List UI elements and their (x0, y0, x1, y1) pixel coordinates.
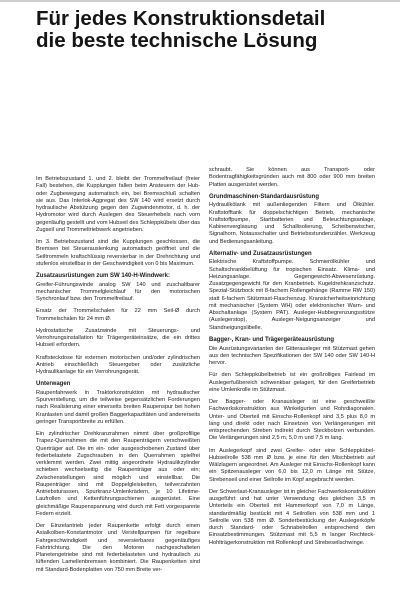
paragraph: Elektrische Kraftstoffpumpe. Schmierölkühler und Schaltschrankbelüftung für tropischen Einsatz. Klima- und Heizungsanlage. Gegengewicht-Abwesenrüstung. Zusatzgegengewicht für den Kranbetrieb. Kugeldrehkranzschutz. Spezial-Stützbock mit 8-fachem Rollengehänge (Ramme RW 150) statt 6-fachem Stützmast-Flaschenzug. Kransicherheitseinrichtung mit mechanischer (System WH) oder elektronischer Warn- und Abschaltanlage (System PAT). Ausleger-Hubbegrenzungsstütze (Auslegerstop), Ausleger-Neigungsanzeiger und Standneigungslibelle. (209, 259, 375, 331)
paragraph: Der Schwerlast-Kranausleger ist in gleicher Fachwerkskonstruktion ausgeführt und hat unter Verwendung des gleichen 3,5 m Unterteils ein Oberteil mit Hammerkopf von 7,0 m Länge, standardmäßig bestückt mit 4 Seilrollen von 538 mm und 1 Seilrolle von 538 mm Ø. Sonderbestückung der Auslegerköpfe durch Standard- oder Schnabelrollen entsprechend den Einsatzbestimmungen. Stützmast mit 5,5 m langer Rechteck-Hohlträgerkonstruktion mit Rollenkopf und Strebeseilschwinge. (209, 488, 376, 546)
blank-image-area (0, 62, 400, 158)
paragraph: Im Auslegerkopf sind zwei Greifer- oder eine Schleppkübel-Hubseilrolle 538 mm Ø bzw. je eine für den Mischbetrieb auf Wälzlagern angeordnet. Am Ausleger mit Einschs-Rollenkopf kann ein Spitzenausleger von 6,0 bis 12,0 m Länge mit Stütze, Strebenseil und einer Seilrolle im Kopf angebracht werden. (209, 447, 375, 483)
paragraph: Im 3. Betriebszustand sind die Kupplungen geschlossen, die Bremsen bei Steuerauslenkung automatisch geöffnet und die Seiltrommeln kraftschlüssig reversierbar in der Drehrichtung und stufenlos einstellbar in der Geschwindigkeit von 0 bis Maximum. (36, 239, 200, 267)
paragraph: Die Ausrüstungsvarianten der Gitterausleger mit Stützmast gehen aus den technischen Spezifikationen der SW 140 oder SW 140-H hervor. (209, 345, 375, 367)
paragraph: Ersatz der Trommelschalen für 22 mm Seil-Ø durch Trommelschalen für 24 mm Ø. (36, 308, 200, 322)
paragraph: Greifer-Führungswinde analog SW 140 und zuschaltbarer mechanischer Trommelgleichlauf für den motorischen Synchronlauf bzw. den Trommelfreilauf. (36, 281, 200, 303)
section-heading: Zusatzausrüstungen zum SW 140-H-Windwerk: (36, 273, 170, 279)
paragraph: Im Betriebszustand 1. und 2. bleibt der Trommelfreilauf (freier Fall) bestehen, die Kupplungen fallen beim Ansteuern der Hub- oder Zugbewegung automatisch ein, bei Bremsschluß schalten sie aus. Das Interlok-Aggregat des SW 140 wird ersetzt durch hydraulische Abstützung gegen den Zugwindenmotor, d. h. der Hydromotor wird durch Auslegen des Steuerhebels nach vorn gegenläufig gestellt und vom Hubseil des Schleppkübels über das Zugseil und Trommeltriebwerk angetrieben. (36, 176, 200, 233)
section-heading: Unterwagen (36, 381, 71, 388)
page-headline (36, 8, 376, 52)
paragraph: Raupenfahrwerk in Traktorkonstruktion mit hydraulischer Spurverstellung, um die teilweise gegensätzlichen Forderungen nach Realisierung einer einerseits breiten Raupenspur bei hohen Kranlasten und damit großen Baggerkapazitäten und andererseits geringer Transportbreite zu erfüllen. (36, 389, 200, 425)
paragraph: schraubt. Sie können aus Transport- oder Bodentragfähigkeitsgründen auch mit 800 oder 900 mm breiten Platten ausgerüstet werden. (209, 167, 375, 188)
paragraph: Ein zylindrischer Drehkranzrahmen nimmt über großprofilige Trapez-Querrahmen die mit den Raupenträgern verschweißten Querträger auf. Die im ein- oder ausgeschobenen Zustand über federbelastete Zugschrauben in den Querrahmen spielfrei verklemmt werden. Zwei mittig angeordnete Hydraulikzylinder schieben wechselseitig die Raupenträger aus oder ein; Zwischenstellungen sind möglich und einstellbar. Die Raupenträger sind mit Doppelgleisketten, teilverzahnten Antriebsturassen, Spurkranz-Umlenkrädern, je 10 Lifetime-Laufrollen und Kettenführungsschienen ausgerüstet. Eine gleichmäßige Raupenspannung wird durch mit Fett vorgespannte Federn erzielt. (36, 431, 200, 517)
right-column (209, 167, 375, 552)
paragraph: Hydraulikölank mit außenliegenden Filtern und Ölkühler. Kraftstofftank für doppelschichtigen Betrieb, mechanische Kraftstoffpumpe, Startbatterien und Beleuchtungsanlage, Kabinenverglasung und Schallisolierung, Scheibenwischer, Signalhorn, Notausschalter und Betriebsstundenzähler. Werkzeug und Bedienungsanleitung. (209, 202, 375, 245)
section-heading: Bagger-, Kran- und Trägergeräteausrüstung (209, 336, 335, 343)
paragraph: Der Einzelantrieb jeder Raupenkette erfolgt durch einen Axialkolben-Konstantmotor und Verstellpumpen für regelbare Fahrgeschwindigkeit und reversierbares gegenläufiges Fahrtrichtung. Die den Motoren nachgeschalteten Planetengetriebe sind mit federbelasteten und hydraulisch zu lüftenden Lamellenbremsen kombiniert. Die Raupenketten sind mit Standard-Bodenplatten von 750 mm Breite ver- (36, 523, 200, 573)
headline-line-1: Für jedes Konstruktionsdetail (36, 7, 326, 30)
paragraph: Kraftsteckdose für externen motorischen und/oder zylindrischen Antrieb einschließlich Steuergeber oder zusätzliche Hydraulikanlage für ein Verrohrungsgerät. (36, 354, 200, 376)
paragraph: Für den Schleppkübelbetrieb ist ein großrolliges Fairlead im Auslegerfußbereich schwenkbar gelagert, für den Greiferbetrieb eine Umlenkrolle im Stützmast. (209, 372, 375, 393)
section-heading: Grundmaschinen-Standardausrüstung (209, 193, 320, 200)
left-column (36, 176, 200, 579)
paragraph: Hydrostatische Zusatzwinde mit Steuerungs- und Verrohrungsinstallation für Trägergeräteinsätze, die ein drittes Hubseil erfordern. (36, 327, 200, 349)
paragraph: Der Bagger- oder Kranausleger ist eine geschweißte Fachwerkskonstruktion aus Winkelgurten und Rohrdiagonalen. Unter- und Oberteil mit Einschs-Rollenkopf sind 3,5 plus 8,0 m lang und direkt oder nach Einsetzen von Verlängerungen mit entsprechenden Streben indirekt durch Steckbolzen verbunden. Die Verlängerungen sind 2,5 m, 5,0 m und 7,5 m lang. (209, 399, 375, 442)
headline-line-2: die beste technische Lösung (36, 29, 318, 52)
section-heading: Alternativ- und Zusatzausrüstungen (209, 250, 312, 257)
top-strip (0, 0, 400, 2)
